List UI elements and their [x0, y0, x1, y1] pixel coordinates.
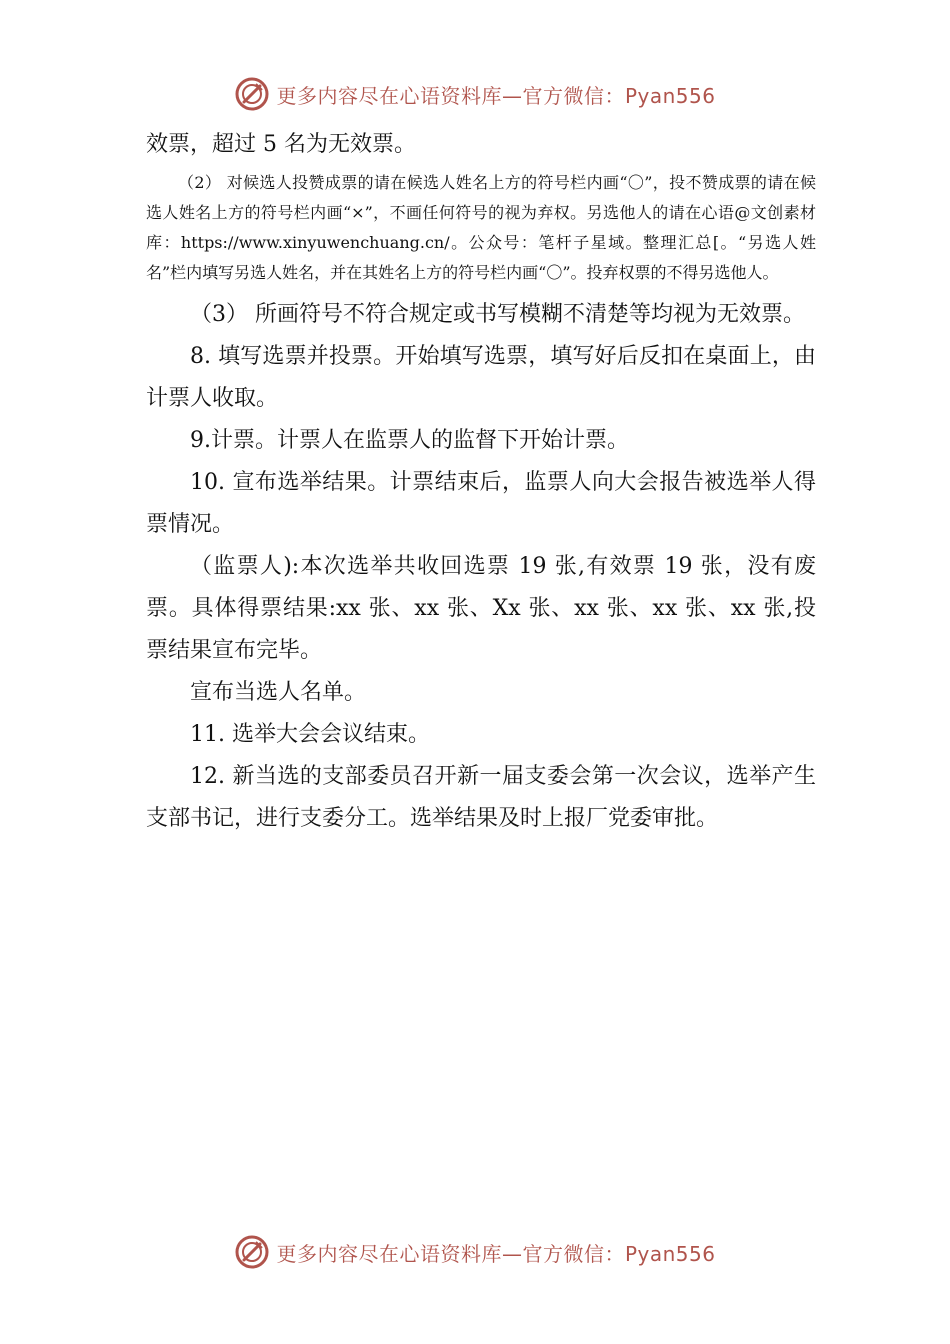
header-text: 更多内容尽在心语资料库—官方微信：Pyan556: [276, 83, 716, 108]
document-body: [146, 124, 816, 840]
paragraph-step-8: 8. 填写选票并投票。开始填写选票，填写好后反扣在桌面上，由计票人收取。: [146, 344, 816, 411]
seal-logo-icon: [234, 1234, 270, 1270]
paragraph-announce: 宣布当选人名单。: [190, 680, 367, 705]
paragraph-rule-2: （2） 对候选人投赞成票的请在候选人姓名上方的符号栏内画“〇”，投不赞成票的请在候选人姓名上方的符号栏内画“×”，不画任何符号的视为弃权。另选他人的请在心语@文创素材库：https://www.xinyuwenchuang.cn/。公众号：笔杆子星域。整理汇总[。“另选人姓名”栏内填写另选人姓名，并在其姓名上方的符号栏内画“〇”。投弃权票的不得另选他人。: [146, 173, 816, 282]
paragraph-step-12: 12. 新当选的支部委员召开新一届支委会第一次会议，选举产生支部书记，进行支委分工。选举结果及时上报厂党委审批。: [146, 764, 816, 831]
page-header: [0, 70, 950, 118]
paragraph-vote-results: （监票人):本次选举共收回选票 19 张,有效票 19 张，没有废票。具体得票结果:xx 张、xx 张、Xx 张、xx 张、xx 张、xx 张,投票结果宣布完毕。: [146, 554, 816, 663]
paragraph-step-9: 9.计票。计票人在监票人的监督下开始计票。: [190, 428, 629, 453]
paragraph-step-11: 11. 选举大会会议结束。: [190, 722, 430, 747]
paragraph-step-10: 10. 宣布选举结果。计票结束后，监票人向大会报告被选举人得票情况。: [146, 470, 816, 537]
page-footer: [0, 1228, 950, 1276]
paragraph-continuation: 效票，超过 5 名为无效票。: [146, 132, 416, 157]
paragraph-rule-3: （3） 所画符号不符合规定或书写模糊不清楚等均视为无效票。: [190, 302, 805, 327]
seal-logo-icon: [234, 76, 270, 112]
footer-text: 更多内容尽在心语资料库—官方微信：Pyan556: [276, 1241, 716, 1266]
